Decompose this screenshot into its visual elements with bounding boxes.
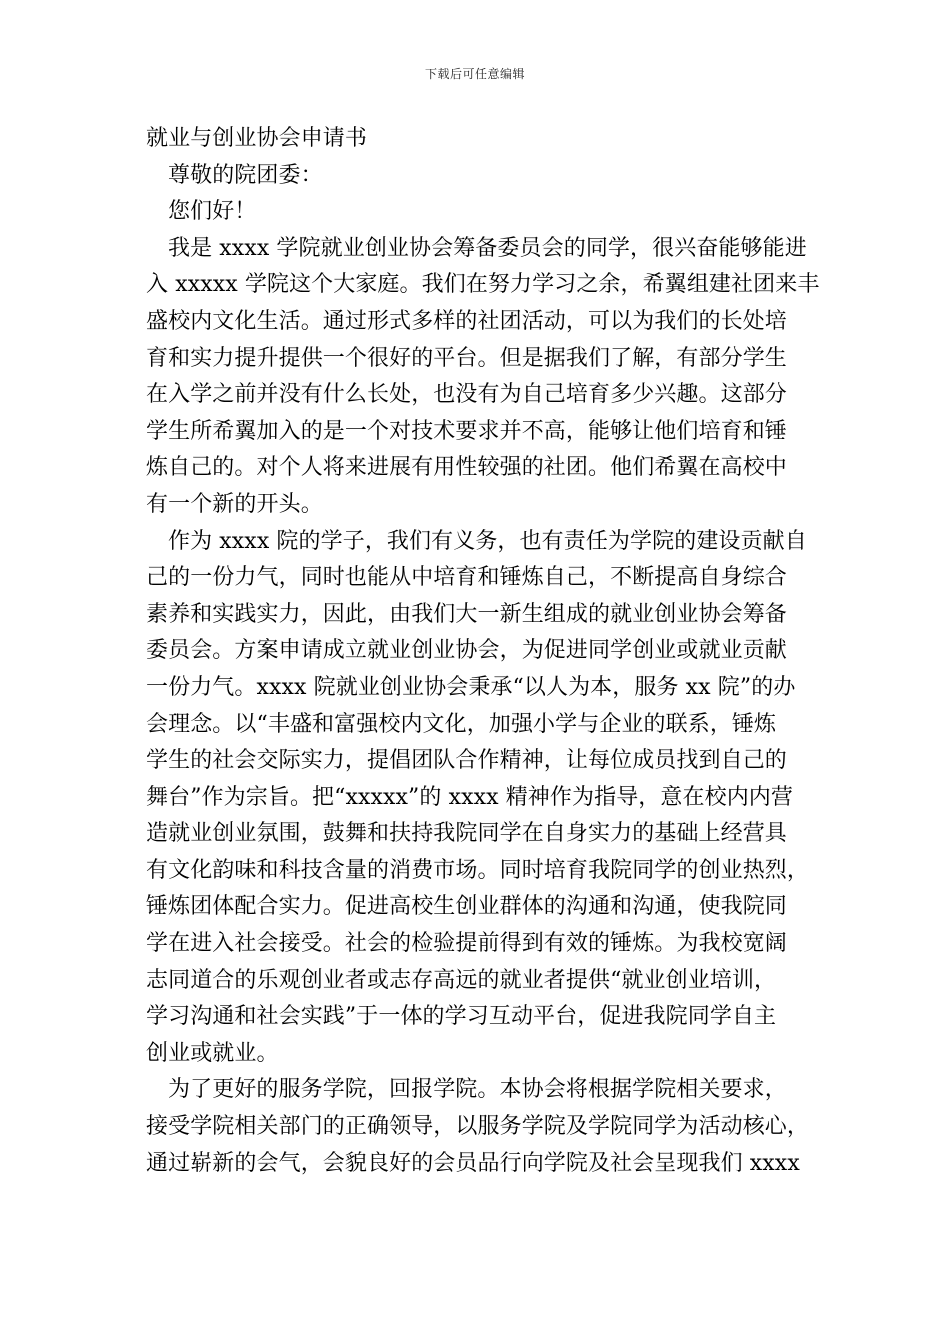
paragraph-line: 素养和实践实力，因此，由我们大一新生组成的就业创业协会筹备: [146, 601, 787, 627]
paragraph-line: 学习沟通和社会实践”于一体的学习互动平台，促进我院同学自主: [146, 1004, 777, 1030]
paragraph-line: 在入学之前并没有什么长处，也没有为自己培育多少兴趣。这部分: [146, 382, 787, 408]
paragraph-1: [146, 231, 820, 524]
salutation: 尊敬的院团委：: [168, 162, 323, 188]
paragraph-line: 志同道合的乐观创业者或志存高远的就业者提供“就业创业培训，: [146, 967, 777, 993]
paragraph-line: 我是 xxxx 学院就业创业协会筹备委员会的同学，很兴奋能够能进: [168, 235, 807, 261]
paragraph-line: 创业或就业。: [146, 1040, 279, 1066]
paragraph-line: 学生所希翼加入的是一个对技术要求并不高，能够让他们培育和锤: [146, 418, 787, 444]
paragraph-line: 会理念。以“丰盛和富强校内文化，加强小学与企业的联系，锤炼: [146, 711, 777, 737]
header-note: 下载后可任意编辑: [424, 67, 525, 81]
paragraph-line: 炼自己的。对个人将来进展有用性较强的社团。他们希翼在高校中: [146, 455, 787, 481]
paragraph-line: 造就业创业氛围，鼓舞和扶持我院同学在自身实力的基础上经营具: [146, 821, 787, 847]
paragraph-line: 锤炼团体配合实力。促进高校生创业群体的沟通和沟通，使我院同: [146, 894, 787, 920]
paragraph-line: 为了更好的服务学院，回报学院。本协会将根据学院相关要求，: [168, 1077, 787, 1103]
paragraph-line: 舞台”作为宗旨。把“xxxxx”的 xxxx 精神作为指导，意在校内内营: [146, 784, 793, 810]
paragraph-line: 入 xxxxx 学院这个大家庭。我们在努力学习之余，希翼组建社团来丰: [146, 272, 820, 298]
document-body: [146, 121, 820, 1182]
paragraph-line: 学在进入社会接受。社会的检验提前得到有效的锤炼。为我校宽阔: [146, 931, 787, 957]
paragraph-line: 接受学院相关部门的正确领导，以服务学院及学院同学为活动核心，: [146, 1114, 810, 1140]
paragraph-line: 委员会。方案申请成立就业创业协会，为促进同学创业或就业贡献: [146, 638, 787, 664]
paragraph-line: 作为 xxxx 院的学子，我们有义务，也有责任为学院的建设贡献自: [168, 528, 807, 554]
paragraph-line: 盛校内文化生活。通过形式多样的社团活动，可以为我们的长处培: [146, 308, 787, 334]
paragraph-line: 有一个新的开头。: [146, 491, 323, 517]
paragraph-line: 学生的社会交际实力，提倡团队合作精神，让每位成员找到自己的: [146, 748, 787, 774]
paragraph-line: 育和实力提升提供一个很好的平台。但是据我们了解，有部分学生: [146, 345, 787, 371]
greeting: 您们好！: [168, 199, 257, 225]
paragraph-line: 通过崭新的会气，会貌良好的会员品行向学院及社会呈现我们 xxxx: [146, 1150, 800, 1176]
paragraph-2: [146, 524, 810, 1073]
paragraph-line: 有文化韵味和科技含量的消费市场。同时培育我院同学的创业热烈，: [146, 857, 810, 883]
document-title: 就业与创业协会申请书: [146, 126, 368, 151]
paragraph-line: 一份力气。xxxx 院就业创业协会秉承“以人为本，服务 xx 院”的办: [146, 674, 796, 700]
paragraph-3: [146, 1072, 810, 1182]
paragraph-line: 己的一份力气，同时也能从中培育和锤炼自己，不断提高自身综合: [146, 565, 787, 591]
